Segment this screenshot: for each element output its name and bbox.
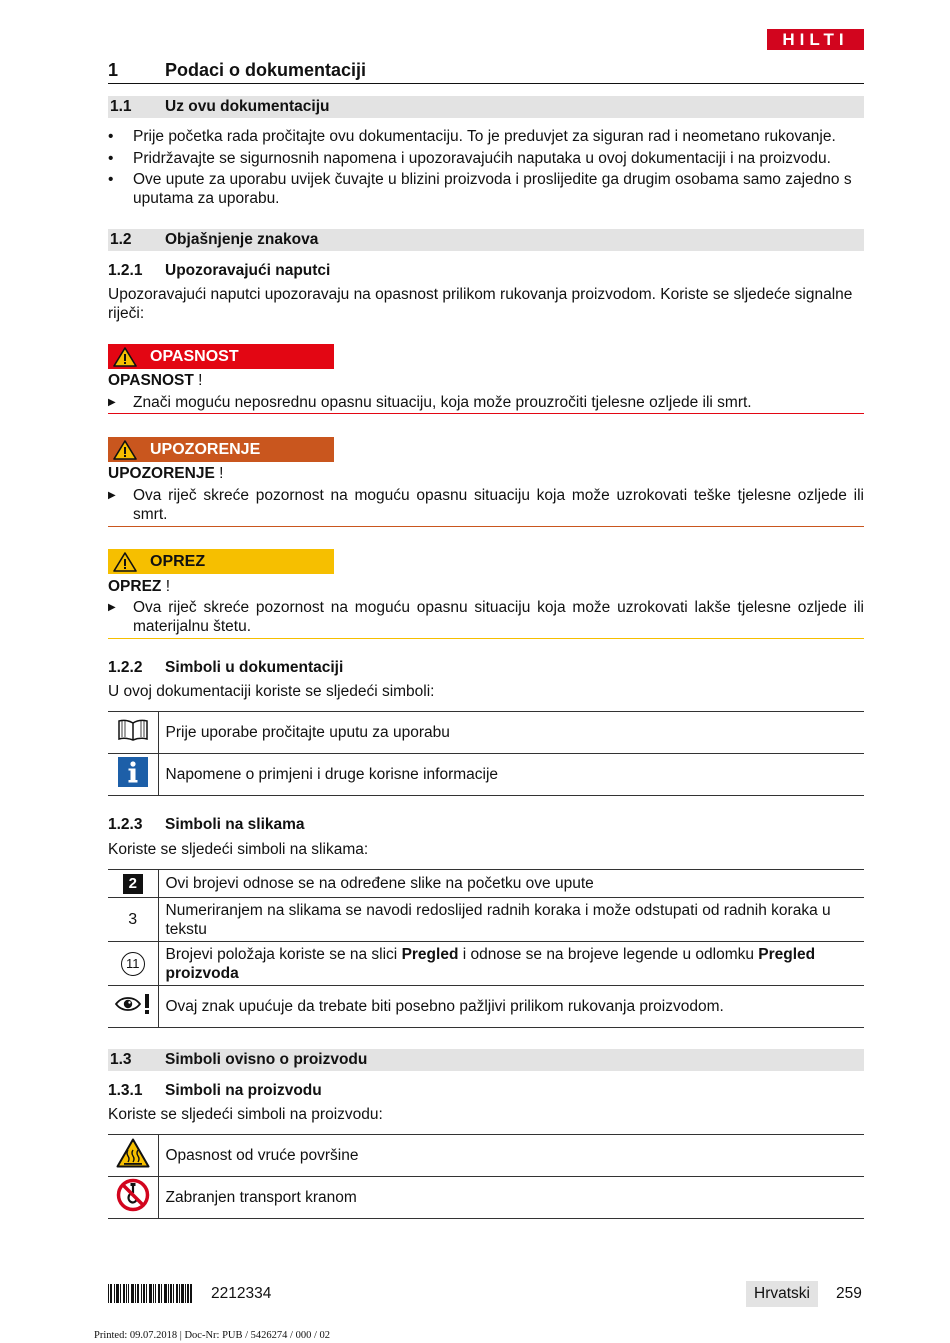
signal-label-bold: OPASNOST (108, 372, 194, 389)
divider (108, 526, 864, 527)
symbol-description (158, 942, 864, 986)
icon-cell (108, 898, 158, 942)
list-item (108, 149, 864, 168)
warning-triangle-icon (113, 440, 137, 460)
intro-paragraph: Koriste se sljedeći simboli na slikama: (108, 841, 369, 858)
bullet-icon: • (108, 150, 114, 167)
symbol-table-documentation (108, 711, 864, 796)
intro-paragraph: U ovoj dokumentaciji koriste se sljedeći simboli: (108, 683, 435, 700)
table-row (108, 942, 864, 986)
hilti-logo: HILTI (767, 29, 864, 50)
signal-label (108, 464, 223, 483)
document-code: 2212334 (211, 1285, 272, 1302)
section-number: 1.1 (110, 98, 132, 115)
bullet-text: Prije početka rada pročitajte ovu dokumentaciju. To je preduvjet za siguran rad i neometano rukovanje. (133, 128, 836, 145)
bullet-text: Ove upute za uporabu uvijek čuvajte u blizini proizvoda i proslijedite ga drugim osobama samo zajedno s uputama za uporabu. (133, 171, 852, 207)
barcode-icon (108, 1284, 192, 1303)
list-item (108, 170, 864, 210)
section-heading-1-1 (108, 96, 864, 118)
chapter-number: 1 (108, 60, 119, 80)
signal-word: OPASNOST (150, 348, 239, 365)
warning-description (108, 393, 864, 412)
arrow-icon: ▶ (108, 397, 116, 408)
subsection-heading-1-2-1 (108, 261, 864, 281)
subsection-heading-1-2-2 (108, 658, 864, 678)
signal-label-suffix: ! (161, 578, 171, 595)
warning-triangle-icon (113, 552, 137, 572)
symbol-table-figures (108, 869, 864, 1028)
language-label: Hrvatski (746, 1281, 818, 1307)
symbol-description: Prije uporabe pročitajte uputu za uporabu (158, 712, 864, 754)
icon-cell (108, 1135, 158, 1177)
chapter-heading (108, 58, 864, 84)
intro-paragraph: Koriste se sljedeći simboli na proizvodu: (108, 1106, 383, 1123)
icon-cell (108, 1177, 158, 1219)
table-row (108, 754, 864, 796)
step-number: 3 (128, 911, 138, 928)
section-title: Objašnjenje znakova (165, 231, 319, 248)
subsection-title: Upozoravajući naputci (165, 262, 331, 279)
signal-badge-caution (108, 549, 334, 574)
signal-badge-danger (108, 344, 334, 369)
symbol-description: Ovaj znak upućuje da trebate biti posebno pažljivi prilikom rukovanja proizvodom. (158, 986, 864, 1028)
warning-text: Ova riječ skreće pozornost na moguću opasnu situaciju koja može uzrokovati lakše tjelesne ozljede ili materijalnu štetu. (133, 599, 864, 635)
icon-cell (108, 942, 158, 986)
page-number: 259 (836, 1285, 862, 1302)
arrow-icon: ▶ (108, 602, 116, 613)
icon-cell (108, 712, 158, 754)
divider (108, 413, 864, 414)
table-row (108, 1135, 864, 1177)
subsection-title: Simboli u dokumentaciji (165, 659, 344, 676)
arrow-icon: ▶ (108, 490, 116, 501)
symbol-description: Numeriranjem na slikama se navodi redoslijed radnih koraka i može odstupati od radnih koraka u tekstu (158, 898, 864, 942)
signal-label-bold: OPREZ (108, 578, 162, 595)
divider (108, 638, 864, 639)
warning-description (108, 486, 864, 526)
warning-text: Ova riječ skreće pozornost na moguću opasnu situaciju koja može uzrokovati teške tjelesne ozljede ili smrt. (133, 487, 864, 523)
section-number: 1.3 (110, 1051, 132, 1068)
icon-cell (108, 986, 158, 1028)
signal-label-bold: UPOZORENJE (108, 465, 215, 482)
list-item (108, 127, 864, 146)
subsection-heading-1-2-3 (108, 815, 864, 835)
table-row (108, 1177, 864, 1219)
icon-cell (108, 754, 158, 796)
print-info: Printed: 09.07.2018 | Doc-Nr: PUB / 5426274 / 000 / 02 (94, 1330, 331, 1341)
subsection-number: 1.2.2 (108, 659, 143, 676)
section-number: 1.2 (110, 231, 132, 248)
signal-word: UPOZORENJE (150, 441, 261, 458)
bullet-icon: • (108, 128, 114, 145)
bullet-icon: • (108, 171, 114, 188)
table-row (108, 870, 864, 898)
hot-surface-icon (116, 1138, 150, 1168)
warning-description (108, 598, 864, 638)
subsection-title: Simboli na proizvodu (165, 1082, 322, 1099)
table-row (108, 712, 864, 754)
subsection-number: 1.2.3 (108, 816, 143, 833)
table-row (108, 898, 864, 942)
symbol-description: Opasnost od vruće površine (158, 1135, 864, 1177)
section-title: Simboli ovisno o proizvodu (165, 1051, 368, 1068)
intro-paragraph: Upozoravajući naputci upozoravaju na opasnost prilikom rukovanja proizvodom. Koriste se sljedeće signalne riječi: (108, 286, 853, 322)
symbol-table-product (108, 1134, 864, 1219)
section-title: Uz ovu dokumentaciju (165, 98, 330, 115)
signal-badge-warning (108, 437, 334, 462)
signal-word: OPREZ (150, 553, 206, 570)
subsection-number: 1.2.1 (108, 262, 143, 279)
symbol-description: Zabranjen transport kranom (158, 1177, 864, 1219)
signal-label-suffix: ! (193, 372, 203, 389)
position-number-circle: 11 (121, 952, 145, 976)
symbol-description: Napomene o primjeni i druge korisne informacije (158, 754, 864, 796)
signal-label (108, 371, 202, 390)
symbol-description: Ovi brojevi odnose se na određene slike na početku ove upute (158, 870, 864, 898)
section-heading-1-3 (108, 1049, 864, 1071)
warning-text: Znači moguću neposrednu opasnu situaciju, koja može prouzročiti tjelesne ozljede ili smrt. (133, 394, 752, 411)
warning-triangle-icon (113, 347, 137, 367)
text-bold: Pregled (401, 945, 459, 963)
text-part: i odnose se na brojeve legende u odlomku (458, 945, 759, 963)
text-part: Brojevi položaja koriste se na slici (165, 945, 402, 963)
bullet-text: Pridržavajte se sigurnosnih napomena i upozoravajućih naputaka u ovoj dokumentaciji i na proizvodu. (133, 150, 831, 167)
book-icon (117, 718, 149, 742)
no-crane-transport-icon (116, 1178, 150, 1212)
chapter-title: Podaci o dokumentaciji (165, 60, 367, 80)
subsection-title: Simboli na slikama (165, 816, 305, 833)
subsection-number: 1.3.1 (108, 1082, 143, 1099)
info-icon (118, 757, 148, 787)
eye-attention-icon (114, 993, 152, 1015)
subsection-heading-1-3-1 (108, 1081, 864, 1101)
icon-cell (108, 870, 158, 898)
figure-number-badge: 2 (123, 874, 143, 894)
section-heading-1-2 (108, 229, 864, 251)
table-row (108, 986, 864, 1028)
signal-label (108, 577, 170, 596)
signal-label-suffix: ! (214, 465, 224, 482)
text-bold: Pregled proizvoda (165, 945, 816, 982)
